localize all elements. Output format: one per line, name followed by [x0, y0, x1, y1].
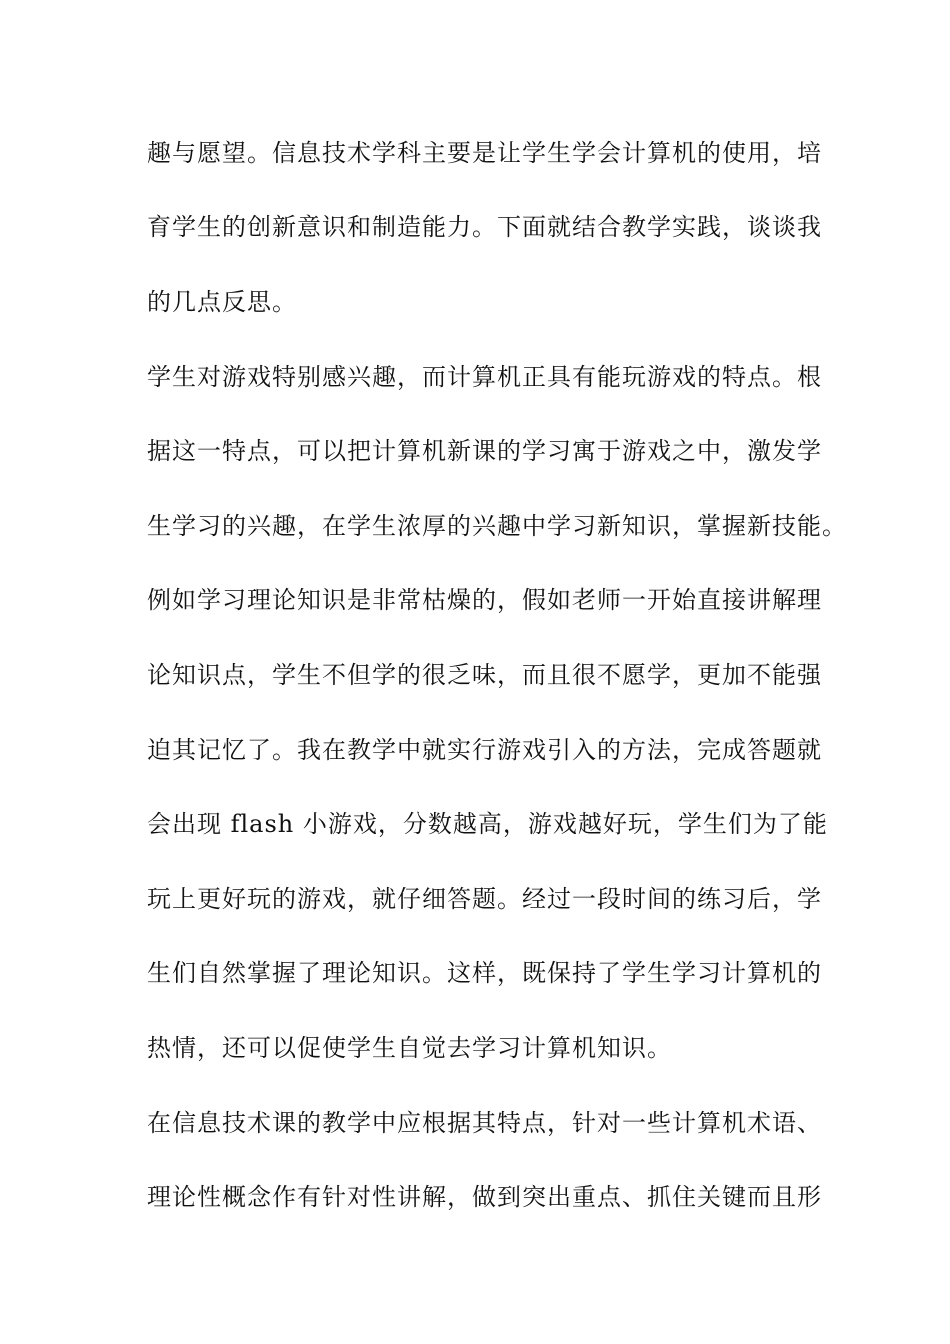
- text-line: 玩上更好玩的游戏，就仔细答题。经过一段时间的练习后，学: [147, 885, 822, 913]
- text-line: 学生对游戏特别感兴趣，而计算机正具有能玩游戏的特点。根: [147, 363, 822, 391]
- text-line: 迫其记忆了。我在教学中就实行游戏引入的方法，完成答题就: [147, 736, 822, 764]
- text-line: 生们自然掌握了理论知识。这样，既保持了学生学习计算机的: [147, 959, 822, 987]
- text-line: 的几点反思。: [147, 288, 297, 316]
- text-line: 据这一特点，可以把计算机新课的学习寓于游戏之中，激发学: [147, 437, 822, 465]
- text-line: 会出现 flash 小游戏，分数越高，游戏越好玩，学生们为了能: [147, 810, 828, 838]
- text-line: 在信息技术课的教学中应根据其特点，针对一些计算机术语、: [147, 1109, 822, 1137]
- text-line: 育学生的创新意识和制造能力。下面就结合教学实践，谈谈我: [147, 213, 822, 241]
- text-line: 趣与愿望。信息技术学科主要是让学生学会计算机的使用，培: [147, 139, 822, 167]
- text-line: 理论性概念作有针对性讲解，做到突出重点、抓住关键而且形: [147, 1183, 822, 1211]
- text-line: 生学习的兴趣，在学生浓厚的兴趣中学习新知识，掌握新技能。: [147, 512, 847, 540]
- text-line: 热情，还可以促使学生自觉去学习计算机知识。: [147, 1034, 672, 1062]
- text-line: 例如学习理论知识是非常枯燥的，假如老师一开始直接讲解理: [147, 586, 822, 614]
- text-line: 论知识点，学生不但学的很乏味，而且很不愿学，更加不能强: [147, 661, 822, 689]
